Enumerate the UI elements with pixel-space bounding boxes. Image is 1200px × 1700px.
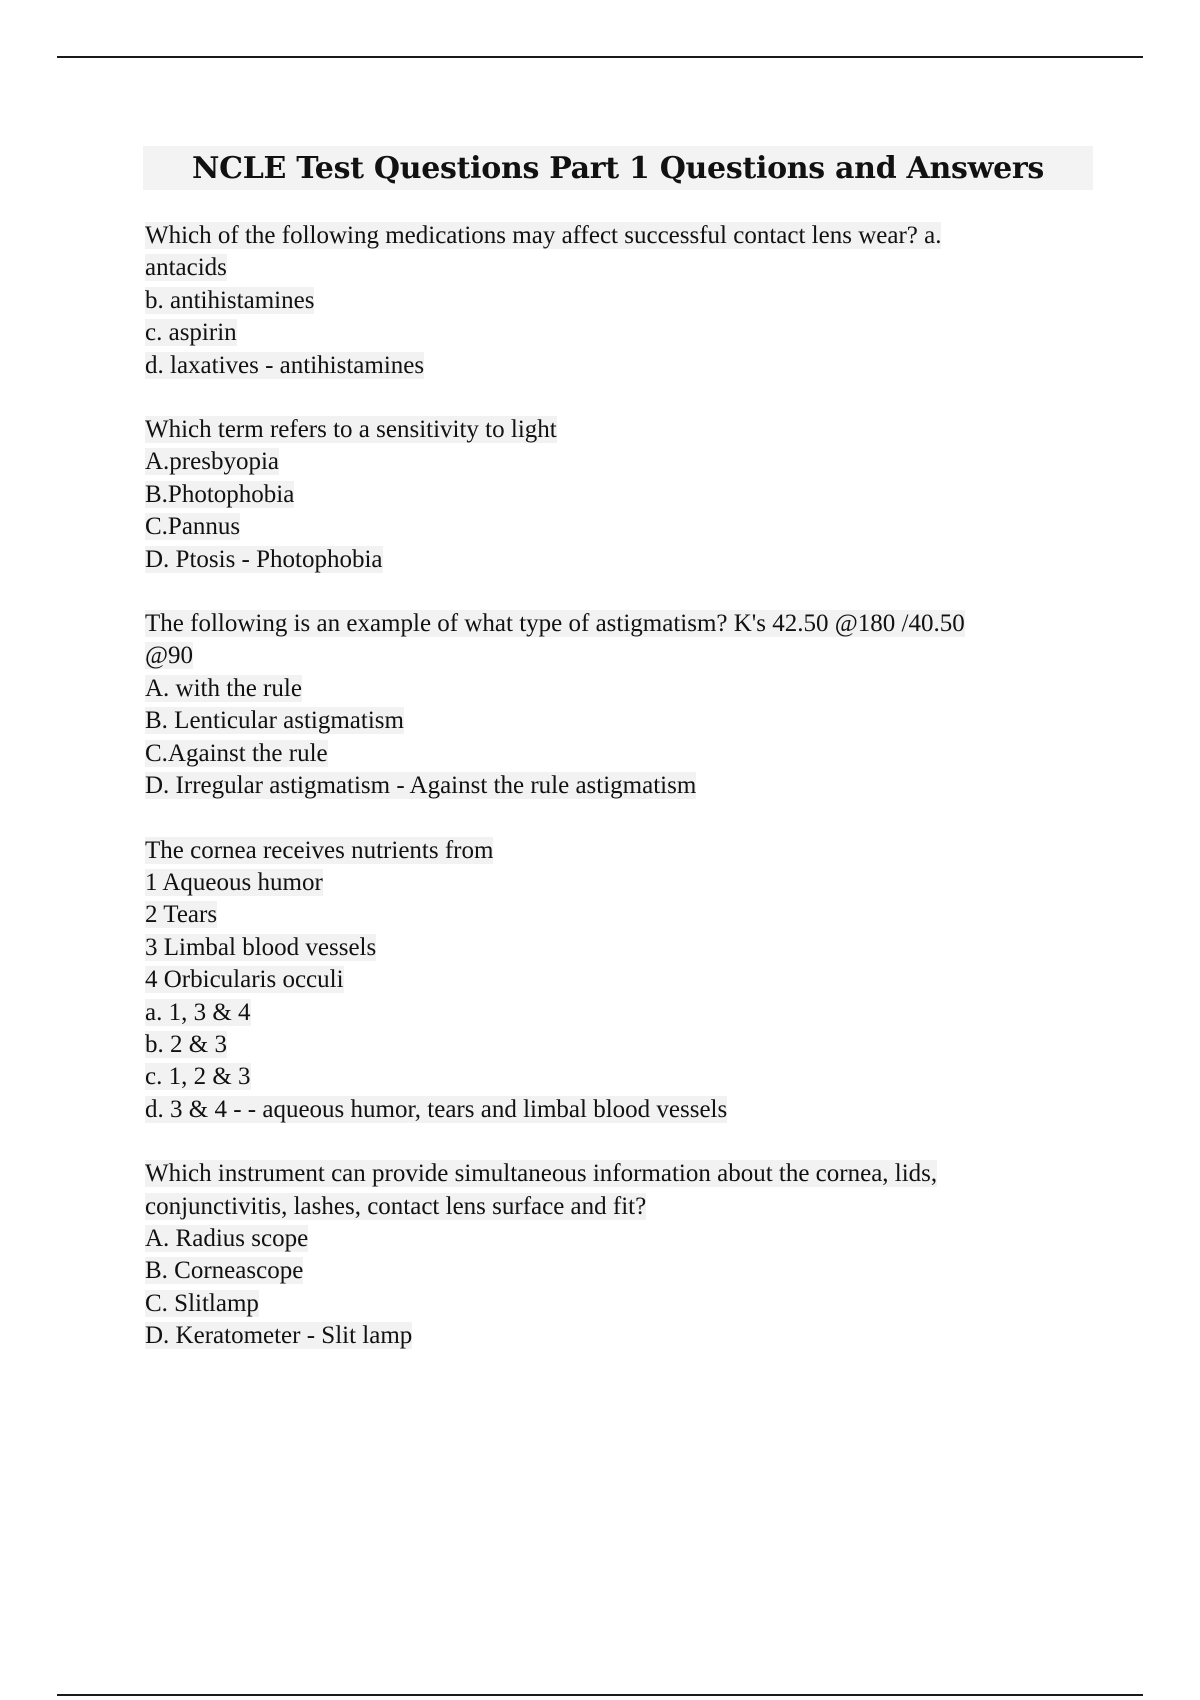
page-title: NCLE Test Questions Part 1 Questions and Answers: [192, 150, 1044, 186]
question-5-option-a: A. Radius scope: [145, 1224, 309, 1252]
bottom-rule: [57, 1694, 1143, 1696]
question-3-option-b: B. Lenticular astigmatism: [145, 707, 404, 735]
question-block-3: [145, 608, 1085, 802]
question-4-option-a: a. 1, 3 & 4: [145, 998, 251, 1026]
question-1-option-c: c. aspirin: [145, 319, 237, 347]
question-1-line-1: Which of the following medications may affect successful contact lens wear? a.: [145, 222, 942, 249]
top-rule: [57, 56, 1143, 58]
question-4-item-4: 4 Orbicularis occuli: [145, 966, 344, 994]
question-block-2: [145, 414, 1085, 576]
question-5-option-c: C. Slitlamp: [145, 1289, 259, 1317]
question-1-line-2: antacids: [145, 254, 227, 282]
question-5-stem-line-2: conjunctivitis, lashes, contact lens surface and fit?: [145, 1192, 647, 1220]
question-block-1: [145, 220, 1085, 382]
question-3-option-d-answer: D. Irregular astigmatism - Against the rule astigmatism: [145, 772, 697, 800]
question-5-option-d-answer: D. Keratometer - Slit lamp: [145, 1322, 413, 1350]
question-4-option-b: b. 2 & 3: [145, 1030, 227, 1058]
question-2-option-d-answer: D. Ptosis - Photophobia: [145, 545, 383, 573]
title-banner: [143, 146, 1093, 190]
question-5-option-b: B. Corneascope: [145, 1257, 304, 1285]
question-4-option-d-answer: d. 3 & 4 - - aqueous humor, tears and limbal blood vessels: [145, 1095, 728, 1123]
question-block-5: [145, 1158, 1085, 1352]
question-block-4: [145, 835, 1085, 1127]
question-3-option-a: A. with the rule: [145, 674, 302, 702]
question-3-stem-line-2: @90: [145, 642, 194, 670]
question-4-item-2: 2 Tears: [145, 901, 218, 929]
question-3-stem-line-1: The following is an example of what type of astigmatism? K's 42.50 @180 /40.50: [145, 610, 965, 638]
question-2-option-a: A.presbyopia: [145, 448, 279, 476]
question-4-item-3: 3 Limbal blood vessels: [145, 933, 377, 961]
question-3-option-c: C.Against the rule: [145, 739, 328, 767]
question-5-stem-line-1: Which instrument can provide simultaneous information about the cornea, lids,: [145, 1160, 938, 1188]
question-1-option-d-answer: d. laxatives - antihistamines: [145, 351, 425, 379]
question-2-option-b: B.Photophobia: [145, 480, 295, 508]
question-4-option-c: c. 1, 2 & 3: [145, 1063, 251, 1091]
question-4-item-1: 1 Aqueous humor: [145, 868, 323, 896]
question-2-option-c: C.Pannus: [145, 513, 241, 541]
question-4-stem: The cornea receives nutrients from: [145, 836, 494, 864]
question-1-option-b: b. antihistamines: [145, 286, 315, 314]
questions-list: [145, 220, 1085, 1385]
question-2-stem: Which term refers to a sensitivity to light: [145, 416, 557, 444]
